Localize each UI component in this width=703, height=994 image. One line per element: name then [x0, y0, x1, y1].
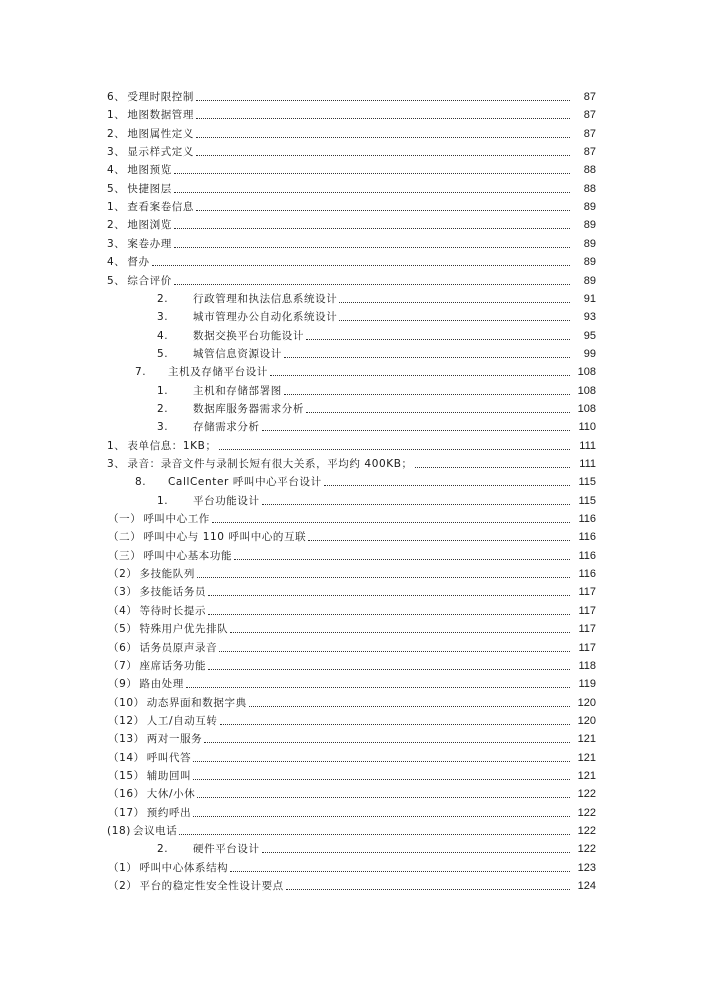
dot-leader [174, 247, 570, 248]
toc-entry-page-number: 117 [578, 586, 596, 599]
toc-entry-page-number: 119 [578, 678, 596, 691]
toc-entry[interactable] [108, 508, 596, 526]
toc-entry-title: 动态界面和数据字典 [146, 696, 247, 709]
toc-entry-number: （17） [108, 806, 145, 819]
toc-entry-number: （一） [108, 513, 142, 526]
dot-leader [306, 412, 570, 413]
toc-entry-page-number: 116 [578, 568, 596, 581]
toc-entry-number: 4. [157, 329, 169, 342]
toc-entry-title: 大休/小休 [146, 788, 196, 801]
toc-entry-title: 等待时长提示 [139, 604, 207, 617]
toc-entry-title: 多技能队列 [139, 568, 195, 581]
toc-entry-title: 数据库服务器需求分析 [193, 402, 304, 415]
toc-entry-page-number: 95 [583, 329, 596, 342]
toc-entry[interactable] [107, 159, 596, 177]
toc-entry-title: 城管信息资源设计 [193, 347, 282, 360]
dot-leader [262, 504, 570, 505]
toc-entry[interactable] [157, 288, 596, 306]
toc-entry-page-number: 110 [578, 421, 596, 434]
toc-entry-title: 特殊用户优先排队 [139, 623, 229, 636]
toc-entry[interactable] [108, 673, 596, 691]
toc-entry-title: 督办 [127, 256, 150, 269]
toc-entry-page-number: 122 [577, 825, 596, 837]
toc-entry-title: 两对一服务 [146, 733, 203, 746]
toc-entry-page-number: 87 [583, 91, 596, 103]
toc-entry-title: 呼叫代答 [146, 751, 192, 764]
dot-leader [219, 449, 570, 450]
toc-entry-page-number: 111 [579, 458, 596, 470]
dot-leader [220, 724, 570, 725]
toc-entry-page-number: 108 [577, 384, 596, 397]
dot-leader [179, 834, 570, 835]
toc-entry-number: （三） [108, 549, 142, 562]
toc-entry[interactable] [108, 783, 596, 801]
toc-entry-title: 地图预览 [127, 164, 172, 177]
toc-entry-number: 2. [157, 402, 169, 415]
toc-entry-number: 6、 [107, 91, 126, 103]
toc-entry-number: 2. [157, 292, 169, 305]
dot-leader [196, 210, 570, 211]
dot-leader [219, 651, 570, 652]
toc-entry-page-number: 123 [577, 861, 596, 874]
toc-entry-number: （2） [108, 568, 138, 581]
toc-entry-title: 受理时限控制 [127, 91, 194, 103]
toc-entry[interactable] [157, 490, 596, 508]
toc-entry-number: 3、 [107, 458, 126, 470]
toc-entry-title: 主机和存储部署图 [193, 384, 282, 397]
toc-entry-number: （13） [108, 733, 145, 746]
dot-leader [174, 284, 570, 285]
toc-entry-title: CallCenter 呼叫中心平台设计 [168, 476, 322, 489]
toc-entry-title: 行政管理和执法信息系统设计 [193, 292, 338, 305]
toc-entry-title: 平台功能设计 [193, 494, 260, 507]
toc-entry[interactable] [157, 416, 596, 434]
toc-entry-title: 多技能话务员 [139, 586, 207, 599]
toc-entry-title: 数据交换平台功能设计 [193, 329, 304, 342]
toc-entry-title: 录音：录音文件与录制长短有很大关系，平均约 400KB； [127, 458, 413, 470]
toc-entry[interactable] [157, 380, 596, 398]
toc-entry-page-number: 87 [583, 109, 596, 122]
toc-entry[interactable] [107, 270, 596, 288]
dot-leader [197, 797, 570, 798]
toc-entry[interactable] [107, 435, 596, 453]
toc-entry-number: 5. [157, 347, 169, 360]
toc-entry-page-number: 89 [583, 219, 596, 232]
toc-entry-number: （3） [108, 586, 138, 599]
toc-entry-page-number: 116 [578, 531, 596, 544]
toc-entry-number: （2） [108, 880, 138, 893]
toc-entry-page-number: 115 [578, 494, 596, 507]
toc-entry-page-number: 99 [583, 347, 596, 360]
toc-entry[interactable] [107, 141, 596, 159]
toc-entry-number: 1. [157, 494, 169, 507]
toc-entry-page-number: 122 [577, 843, 596, 856]
toc-entry[interactable] [107, 196, 596, 214]
toc-entry[interactable] [107, 104, 596, 122]
dot-leader [249, 706, 570, 707]
toc-entry[interactable] [157, 838, 596, 856]
dot-leader [234, 559, 570, 560]
toc-entry-page-number: 108 [577, 402, 596, 415]
toc-entry-title: 硬件平台设计 [193, 843, 260, 856]
toc-entry-page-number: 93 [583, 311, 596, 324]
toc-entry-page-number: 89 [583, 256, 596, 269]
dot-leader [208, 595, 570, 596]
toc-entry-page-number: 121 [577, 769, 596, 782]
toc-entry[interactable] [108, 710, 596, 728]
toc-entry-number: （4） [108, 604, 138, 617]
toc-entry-title: 地图属性定义 [127, 127, 194, 140]
dot-leader [193, 779, 570, 780]
dot-leader [286, 889, 570, 890]
toc-entry-number: 1、 [107, 109, 126, 122]
toc-entry-page-number: 116 [578, 513, 596, 526]
toc-entry-page-number: 89 [583, 274, 596, 287]
dot-leader [186, 687, 570, 688]
toc-entry[interactable] [157, 325, 596, 343]
toc-entry-number: 1、 [107, 439, 126, 452]
toc-entry-title: 地图浏览 [127, 219, 172, 232]
toc-entry[interactable] [108, 765, 596, 783]
toc-entry-page-number: 121 [577, 733, 596, 746]
dot-leader [339, 320, 570, 321]
toc-entry-page-number: 118 [578, 659, 596, 672]
toc-entry[interactable] [107, 233, 596, 251]
dot-leader [415, 467, 570, 468]
toc-entry-page-number: 122 [577, 806, 596, 819]
toc-entry-page-number: 120 [577, 714, 596, 727]
toc-entry-number: （10） [108, 696, 145, 709]
toc-entry[interactable] [108, 875, 596, 893]
toc-entry[interactable] [157, 398, 596, 416]
toc-entry[interactable] [108, 600, 596, 618]
toc-entry-number: （16） [108, 788, 145, 801]
toc-entry-page-number: 88 [583, 182, 596, 195]
toc-entry-number: 3. [157, 421, 169, 434]
toc-entry-title: 呼叫中心体系结构 [139, 861, 229, 874]
toc-entry-title: 辅助回叫 [146, 769, 192, 782]
dot-leader [152, 265, 570, 266]
toc-entry-number: 1. [157, 384, 169, 397]
dot-leader [197, 577, 570, 578]
dot-leader [262, 852, 570, 853]
dot-leader [196, 137, 570, 138]
toc-entry[interactable] [108, 692, 596, 710]
dot-leader [339, 302, 570, 303]
toc-entry-number: 4、 [107, 256, 126, 269]
toc-entry-page-number: 124 [577, 880, 596, 893]
toc-entry[interactable] [107, 178, 596, 196]
toc-entry-title: 快捷图层 [127, 182, 172, 195]
toc-entry-title: 呼叫中心基本功能 [143, 549, 233, 562]
toc-entry-page-number: 122 [577, 788, 596, 801]
toc-entry[interactable] [107, 251, 596, 269]
toc-entry-number: （9） [108, 678, 138, 691]
toc-entry[interactable] [108, 747, 596, 765]
toc-entry-number: 3、 [107, 146, 126, 159]
toc-entry-number: 5、 [107, 182, 126, 195]
toc-entry[interactable] [108, 581, 596, 599]
dot-leader [196, 155, 570, 156]
toc-entry-page-number: 120 [577, 696, 596, 709]
toc-entry-number: （二） [108, 531, 142, 544]
toc-entry-number: 8. [135, 476, 147, 489]
dot-leader [284, 394, 570, 395]
toc-entry[interactable] [108, 545, 596, 563]
toc-entry-number: 4、 [107, 164, 126, 177]
toc-entry-title: 表单信息：1KB； [127, 439, 217, 452]
toc-entry-title: 预约呼出 [146, 806, 192, 819]
toc-entry-number: 1、 [107, 201, 126, 214]
toc-entry-number: 2、 [107, 127, 126, 140]
toc-entry[interactable] [107, 123, 596, 141]
dot-leader [270, 375, 570, 376]
toc-entry-title: 平台的稳定性安全性设计要点 [139, 880, 284, 893]
toc-entry[interactable] [157, 343, 596, 361]
toc-entry-page-number: 87 [583, 146, 596, 159]
toc-entry-title: 地图数据管理 [127, 109, 194, 122]
toc-entry[interactable] [107, 820, 596, 838]
dot-leader [196, 100, 570, 101]
toc-entry-page-number: 115 [578, 476, 596, 489]
dot-leader [284, 357, 570, 358]
toc-entry-page-number: 108 [577, 366, 596, 379]
dot-leader [193, 816, 570, 817]
toc-entry-number: （5） [108, 623, 138, 636]
toc-entry-title: 城市管理办公自动化系统设计 [193, 311, 338, 324]
dot-leader [208, 614, 570, 615]
toc-entry-page-number: 121 [577, 751, 596, 764]
dot-leader [174, 228, 570, 229]
toc-entry-number: (18) [107, 825, 131, 837]
toc-entry-title: 查看案卷信息 [127, 201, 194, 214]
toc-entry-number: 3、 [107, 237, 126, 250]
dot-leader [204, 742, 570, 743]
toc-entry-number: （6） [108, 641, 138, 654]
toc-entry[interactable] [107, 214, 596, 232]
toc-entry[interactable] [108, 563, 596, 581]
toc-entry-number: 5、 [107, 274, 126, 287]
toc-entry-title: 呼叫中心与 110 呼叫中心的互联 [143, 531, 307, 544]
dot-leader [208, 669, 570, 670]
toc-entry-page-number: 117 [578, 623, 596, 636]
toc-entry[interactable] [108, 526, 596, 544]
toc-entry-title: 人工/自动互转 [146, 714, 218, 727]
toc-entry-title: 案卷办理 [127, 237, 172, 250]
dot-leader [324, 485, 570, 486]
toc-entry[interactable] [107, 453, 596, 471]
dot-leader [193, 761, 570, 762]
toc-entry-page-number: 111 [579, 439, 596, 452]
toc-entry-number: （12） [108, 714, 145, 727]
toc-entry-page-number: 117 [578, 604, 596, 617]
toc-entry-page-number: 117 [578, 641, 596, 654]
toc-entry[interactable] [157, 306, 596, 324]
dot-leader [262, 430, 570, 431]
toc-entry-page-number: 91 [583, 292, 596, 305]
toc-entry-number: （14） [108, 751, 145, 764]
dot-leader [308, 540, 570, 541]
toc-entry-page-number: 89 [583, 237, 596, 250]
toc-entry-number: （7） [108, 659, 138, 672]
toc-entry-page-number: 89 [583, 201, 596, 214]
toc-entry-number: 2. [157, 843, 169, 856]
toc-entry-title: 主机及存储平台设计 [168, 366, 268, 379]
dot-leader [212, 522, 570, 523]
toc-entry[interactable] [108, 637, 596, 655]
toc-entry-title: 综合评价 [127, 274, 172, 287]
toc-entry[interactable] [107, 86, 596, 104]
dot-leader [306, 339, 570, 340]
toc-entry[interactable] [108, 728, 596, 746]
toc-entry-title: 呼叫中心工作 [143, 513, 210, 526]
dot-leader [196, 118, 570, 119]
toc-entry-number: 3. [157, 311, 169, 324]
toc-entry-title: 路由处理 [139, 678, 184, 691]
toc-entry[interactable] [108, 655, 596, 673]
dot-leader [174, 192, 570, 193]
toc-entry-title: 座席话务功能 [139, 659, 207, 672]
toc-entry-number: 7. [135, 366, 147, 379]
dot-leader [174, 173, 570, 174]
dot-leader [230, 632, 570, 633]
toc-entry[interactable] [135, 471, 596, 489]
toc-entry-page-number: 87 [583, 127, 596, 140]
toc-entry-number: （15） [108, 769, 145, 782]
toc-entry[interactable] [108, 802, 596, 820]
toc-entry-title: 存储需求分析 [193, 421, 260, 434]
toc-entry[interactable] [135, 361, 596, 379]
toc-entry-page-number: 116 [578, 549, 596, 562]
toc-entry-title: 显示样式定义 [127, 146, 194, 159]
dot-leader [230, 871, 570, 872]
toc-entry-page-number: 88 [583, 164, 596, 177]
toc-entry-number: 2、 [107, 219, 126, 232]
toc-entry-title: 会议电话 [132, 825, 178, 837]
toc-entry[interactable] [108, 618, 596, 636]
toc-entry-number: （1） [108, 861, 138, 874]
toc-entry[interactable] [108, 857, 596, 875]
toc-entry-title: 话务员原声录音 [139, 641, 218, 654]
